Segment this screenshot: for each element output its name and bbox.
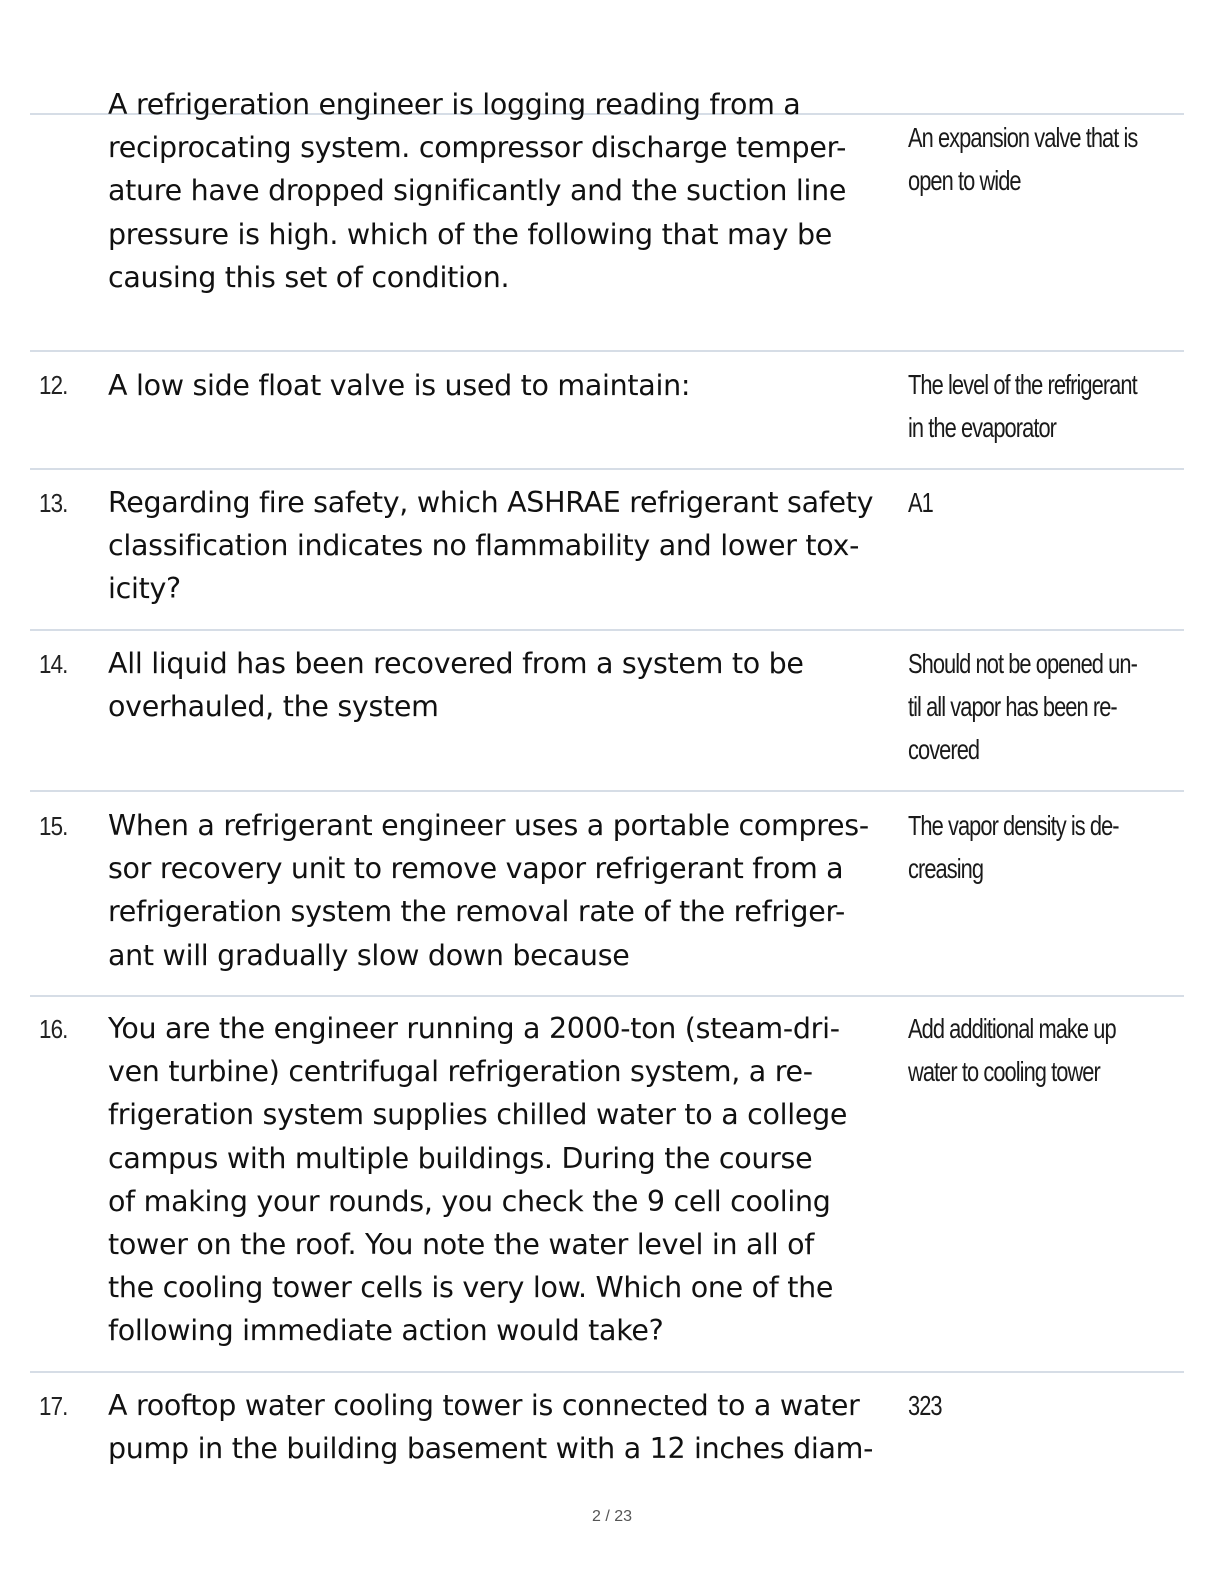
answer-text: A1 <box>908 487 933 518</box>
row-divider <box>30 995 1184 997</box>
question-text: All liquid has been recovered from a system to be overhauled, the system <box>108 647 804 724</box>
question-text: A refrigeration engineer is logging reading from a reciprocating system. compressor discharge temper- ature have dropped significantly and the suction line pressure is high. which of the following that may be causing this set of condition. <box>108 88 847 294</box>
row-divider <box>30 790 1184 792</box>
question-number: 17. <box>39 1391 68 1421</box>
answer-text: An expansion valve that is open to wide <box>908 122 1138 197</box>
answer-text: Should not be opened un- til all vapor has been re- covered <box>908 648 1137 766</box>
question-number: 16. <box>39 1014 68 1044</box>
row-divider <box>30 1371 1184 1373</box>
question-number: 15. <box>39 811 68 841</box>
row-divider <box>30 350 1184 352</box>
answer-text: The level of the refrigerant in the evaporator <box>908 369 1137 444</box>
answer-text: Add additional make up water to cooling tower <box>908 1013 1116 1088</box>
page-indicator: 2 / 23 <box>591 1508 633 1525</box>
question-text: Regarding fire safety, which ASHRAE refrigerant safety classification indicates no flammability and lower tox- icity? <box>108 486 874 606</box>
question-text: When a refrigerant engineer uses a portable compres- sor recovery unit to remove vapor refrigerant from a refrigeration system the removal rate of the refriger- ant will gradually slow down because <box>108 809 869 972</box>
row-divider <box>30 468 1184 470</box>
row-divider <box>30 629 1184 631</box>
question-text: A rooftop water cooling tower is connected to a water pump in the building basement with a 12 inches diam- <box>108 1389 874 1466</box>
question-number: 13. <box>39 488 68 518</box>
answer-text: 323 <box>908 1390 942 1421</box>
question-number: 14. <box>39 649 68 679</box>
answer-text: The vapor density is de- creasing <box>908 810 1119 885</box>
question-number: 12. <box>39 370 68 400</box>
question-text: A low side float valve is used to maintain: <box>108 369 691 402</box>
question-text: You are the engineer running a 2000-ton (steam-dri- ven turbine) centrifugal refrigeration system, a re- frigeration system supplies chilled water to a college campus with multiple buildings. During the course of making your rounds, you check the 9 cell cooling tower on the roof. You note the water level in all of the cooling tower cells is very low. Which one of the following immediate action would take? <box>108 1012 848 1348</box>
